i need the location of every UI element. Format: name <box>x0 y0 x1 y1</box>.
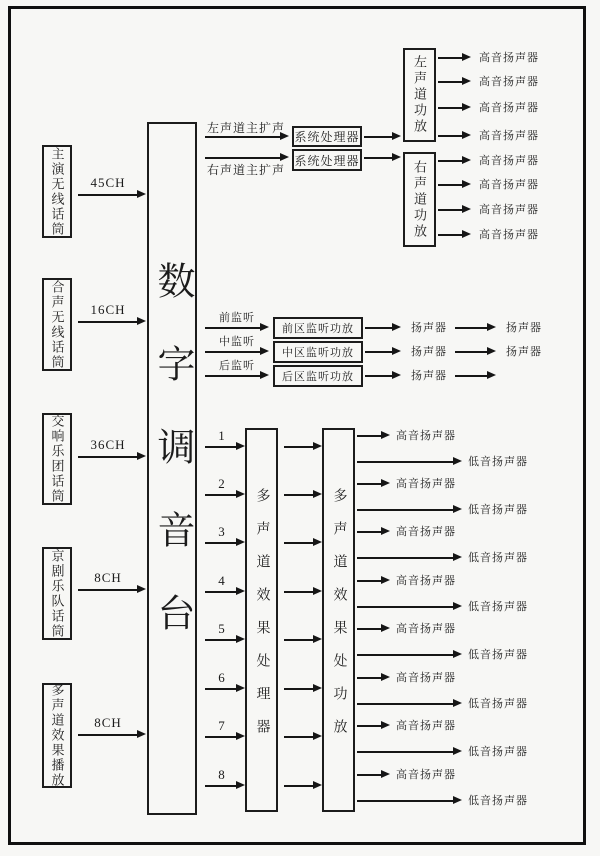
arrow-effect-ch-4 <box>205 591 236 593</box>
effect-channel-number: 3 <box>218 524 226 539</box>
tweeter-label: 高音扬声器 <box>479 76 539 88</box>
high-speaker-label: 高音扬声器 <box>396 575 456 587</box>
arrow-fx-mid-1 <box>284 446 313 448</box>
channel-count-label: 36CH <box>90 437 126 452</box>
low-speaker-label: 低音扬声器 <box>468 456 528 468</box>
effect-channel-number: 2 <box>218 476 226 491</box>
arrow-fx-low-3 <box>357 557 453 559</box>
arrow-fx-high-6 <box>357 677 381 679</box>
low-speaker-label: 低音扬声器 <box>468 601 528 613</box>
left-main-feed-label: 左声道主扩声 <box>206 121 285 135</box>
input-box-orchestra-mic <box>42 413 72 505</box>
high-speaker-label: 高音扬声器 <box>396 526 456 538</box>
monitor-speaker-label: 扬声器 <box>411 370 447 382</box>
arrow-effect-ch-1 <box>205 446 236 448</box>
arrow-right-main-feed <box>205 157 280 159</box>
effect-channel-number: 8 <box>218 767 226 782</box>
arrow-input-4 <box>78 589 137 591</box>
right-channel-amp-label: 右声道功放 <box>412 159 427 240</box>
multichannel-effect-amp-box <box>322 428 355 812</box>
channel-count-label: 8CH <box>94 570 122 585</box>
input-label: 京剧乐队话筒 <box>49 548 65 639</box>
tweeter-label: 高音扬声器 <box>479 204 539 216</box>
tweeter-label: 高音扬声器 <box>479 130 539 142</box>
arrow-effect-ch-7 <box>205 736 236 738</box>
left-channel-amp-box <box>403 48 436 142</box>
arrow-fx-mid-4 <box>284 591 313 593</box>
arrow-effect-ch-3 <box>205 542 236 544</box>
arrow-tweeter-8 <box>438 234 462 236</box>
arrow-fx-mid-3 <box>284 542 313 544</box>
monitor-feed-label-rear: 后监听 <box>219 360 255 372</box>
arrow-processor-to-right-amp <box>364 157 392 159</box>
low-speaker-label: 低音扬声器 <box>468 746 528 758</box>
channel-count-label: 45CH <box>90 175 126 190</box>
arrow-effect-ch-5 <box>205 639 236 641</box>
arrow-monitor-middle-2 <box>455 351 487 353</box>
system-processor-label: 系统处理器 <box>294 153 360 168</box>
multichannel-effect-amp-label: 多声道效果处功放 <box>331 488 347 752</box>
arrow-monitor-feed-front <box>205 327 260 329</box>
arrow-tweeter-5 <box>438 160 462 162</box>
effect-channel-number: 7 <box>218 718 226 733</box>
tweeter-label: 高音扬声器 <box>479 52 539 64</box>
high-speaker-label: 高音扬声器 <box>396 720 456 732</box>
arrow-monitor-rear-2 <box>455 375 487 377</box>
monitor-speaker-label: 扬声器 <box>506 346 542 358</box>
arrow-fx-high-2 <box>357 483 381 485</box>
left-channel-amp-label: 左声道功放 <box>412 55 427 135</box>
arrow-fx-mid-7 <box>284 736 313 738</box>
arrow-fx-low-4 <box>357 606 453 608</box>
arrow-fx-mid-6 <box>284 688 313 690</box>
input-label: 多声道效果播放 <box>49 683 65 788</box>
arrow-input-5 <box>78 734 137 736</box>
arrow-fx-low-8 <box>357 800 453 802</box>
low-speaker-label: 低音扬声器 <box>468 504 528 516</box>
monitor-amp-label: 中区监听功放 <box>282 347 354 359</box>
arrow-monitor-middle-1 <box>365 351 392 353</box>
arrow-fx-high-1 <box>357 435 381 437</box>
arrow-fx-high-8 <box>357 774 381 776</box>
monitor-amp-box-front <box>273 317 363 339</box>
arrow-fx-high-4 <box>357 580 381 582</box>
monitor-amp-box-rear <box>273 365 363 387</box>
input-label: 交响乐团话筒 <box>49 414 65 504</box>
arrow-processor-to-left-amp <box>364 136 392 138</box>
high-speaker-label: 高音扬声器 <box>396 430 456 442</box>
arrow-fx-low-1 <box>357 461 453 463</box>
high-speaker-label: 高音扬声器 <box>396 769 456 781</box>
system-processor-box-1 <box>292 126 362 147</box>
arrow-input-1 <box>78 194 137 196</box>
arrow-fx-low-5 <box>357 654 453 656</box>
arrow-tweeter-7 <box>438 209 462 211</box>
system-processor-box-2 <box>292 149 362 171</box>
high-speaker-label: 高音扬声器 <box>396 672 456 684</box>
arrow-tweeter-4 <box>438 135 462 137</box>
input-label: 合声无线话筒 <box>49 279 65 370</box>
arrow-monitor-front-1 <box>365 327 392 329</box>
multichannel-effect-processor-box <box>245 428 278 812</box>
low-speaker-label: 低音扬声器 <box>468 552 528 564</box>
channel-count-label: 8CH <box>94 715 122 730</box>
arrow-effect-ch-2 <box>205 494 236 496</box>
digital-mixer-box <box>147 122 197 815</box>
monitor-amp-label: 前区监听功放 <box>282 323 354 335</box>
tweeter-label: 高音扬声器 <box>479 179 539 191</box>
right-main-feed-label: 右声道主扩声 <box>206 163 285 177</box>
effect-channel-number: 4 <box>218 573 226 588</box>
arrow-fx-high-7 <box>357 725 381 727</box>
arrow-left-main-feed <box>205 136 280 138</box>
multichannel-effect-processor-label: 多声道效果处理器 <box>254 488 270 752</box>
effect-channel-number: 5 <box>218 621 226 636</box>
arrow-monitor-feed-rear <box>205 375 260 377</box>
channel-count-label: 16CH <box>90 302 126 317</box>
low-speaker-label: 低音扬声器 <box>468 698 528 710</box>
arrow-tweeter-3 <box>438 107 462 109</box>
arrow-fx-mid-5 <box>284 639 313 641</box>
arrow-input-3 <box>78 456 137 458</box>
digital-mixer-label: 数字调音台 <box>151 261 193 676</box>
arrow-effect-ch-8 <box>205 785 236 787</box>
monitor-feed-label-middle: 中监听 <box>219 336 255 348</box>
arrow-tweeter-6 <box>438 184 462 186</box>
tweeter-label: 高音扬声器 <box>479 155 539 167</box>
effect-channel-number: 1 <box>218 428 226 443</box>
arrow-fx-low-6 <box>357 703 453 705</box>
monitor-amp-box-middle <box>273 341 363 363</box>
arrow-tweeter-2 <box>438 81 462 83</box>
input-label: 主演无线话筒 <box>49 146 65 237</box>
arrow-monitor-front-2 <box>455 327 487 329</box>
arrow-input-2 <box>78 321 137 323</box>
tweeter-label: 高音扬声器 <box>479 229 539 241</box>
high-speaker-label: 高音扬声器 <box>396 623 456 635</box>
input-box-multichannel-effect-playback <box>42 683 72 788</box>
arrow-fx-high-3 <box>357 531 381 533</box>
high-speaker-label: 高音扬声器 <box>396 478 456 490</box>
input-box-opera-band-mic <box>42 547 72 640</box>
arrow-tweeter-1 <box>438 57 462 59</box>
tweeter-label: 高音扬声器 <box>479 102 539 114</box>
low-speaker-label: 低音扬声器 <box>468 649 528 661</box>
arrow-fx-low-2 <box>357 509 453 511</box>
arrow-monitor-rear-1 <box>365 375 392 377</box>
arrow-fx-high-5 <box>357 628 381 630</box>
arrow-fx-low-7 <box>357 751 453 753</box>
arrow-effect-ch-6 <box>205 688 236 690</box>
monitor-speaker-label: 扬声器 <box>411 322 447 334</box>
low-speaker-label: 低音扬声器 <box>468 795 528 807</box>
arrow-monitor-feed-middle <box>205 351 260 353</box>
right-channel-amp-box <box>403 152 436 247</box>
input-box-chorus-wireless-mic <box>42 278 72 371</box>
monitor-amp-label: 后区监听功放 <box>282 371 354 383</box>
arrow-fx-mid-8 <box>284 785 313 787</box>
monitor-speaker-label: 扬声器 <box>411 346 447 358</box>
input-box-lead-wireless-mic <box>42 145 72 238</box>
monitor-speaker-label: 扬声器 <box>506 322 542 334</box>
monitor-feed-label-front: 前监听 <box>219 312 255 324</box>
arrow-fx-mid-2 <box>284 494 313 496</box>
system-processor-label: 系统处理器 <box>294 130 360 144</box>
effect-channel-number: 6 <box>218 670 226 685</box>
